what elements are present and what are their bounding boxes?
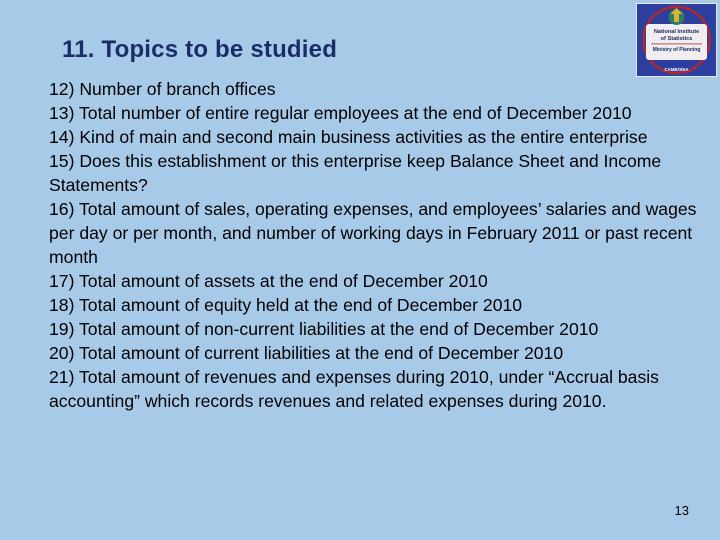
- topic-item: 20) Total amount of current liabilities at the end of December 2010: [49, 343, 564, 363]
- topic-item: 13) Total number of entire regular employees at the end of December 2010: [49, 103, 632, 123]
- page-number: 13: [674, 503, 689, 518]
- slide-title: 11. Topics to be studied: [62, 36, 338, 63]
- emblem-icon: [669, 8, 685, 25]
- topic-item: 12) Number of branch offices: [49, 79, 276, 99]
- svg-text:of Statistics: of Statistics: [660, 36, 693, 42]
- svg-text:National Institute: National Institute: [653, 29, 700, 35]
- topic-item: 17) Total amount of assets at the end of December 2010: [49, 271, 488, 291]
- topic-item: 18) Total amount of equity held at the end of December 2010: [49, 295, 523, 315]
- svg-text:CAMBODIA: CAMBODIA: [664, 67, 689, 72]
- topic-item: 16) Total amount of sales, operating expenses, and employees’ salaries and wages per day or per month, and number of working days in February 2011 or past recent month: [49, 199, 697, 267]
- topic-item: 21) Total amount of revenues and expenses during 2010, under “Accrual basis accounting” which records revenues and related expenses during 2010.: [49, 367, 659, 411]
- topic-item: 15) Does this establishment or this enterprise keep Balance Sheet and Income Statements?: [49, 151, 662, 195]
- nis-emblem-icon: [637, 4, 716, 76]
- topic-item: 14) Kind of main and second main business activities as the entire enterprise: [49, 127, 648, 147]
- topic-item: 19) Total amount of non-current liabilities at the end of December 2010: [49, 319, 599, 339]
- topics-list: [49, 77, 709, 413]
- nis-logo: [636, 3, 717, 77]
- svg-text:Ministry of Planning: Ministry of Planning: [652, 47, 701, 53]
